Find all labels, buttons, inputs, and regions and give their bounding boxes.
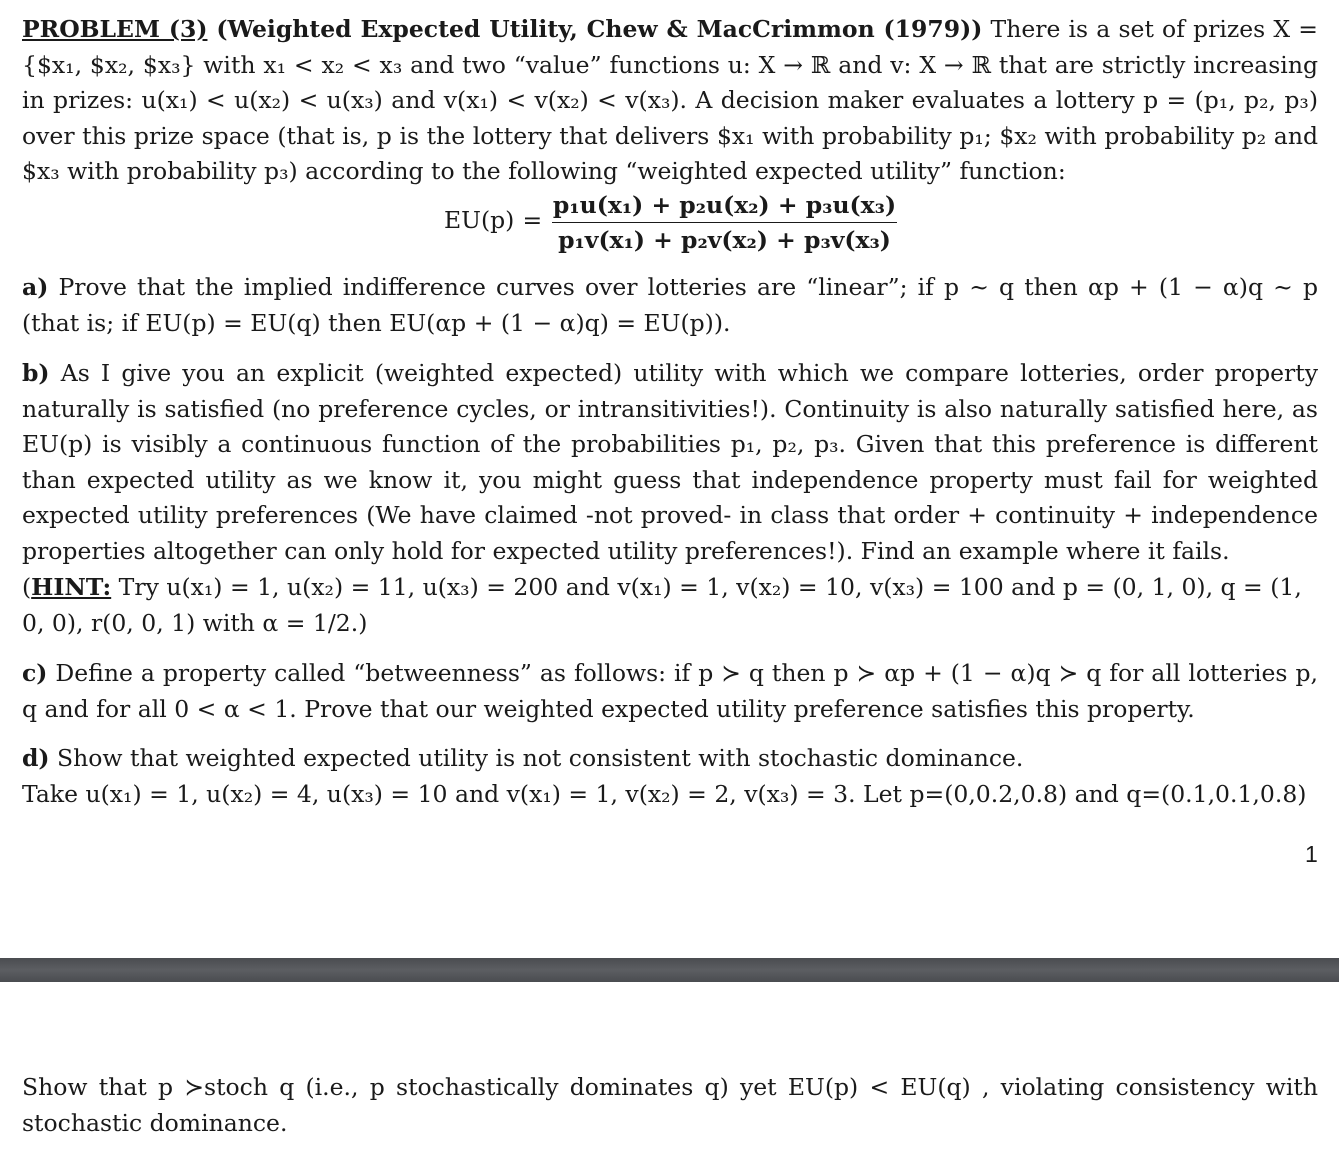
part-d-label: d)	[22, 744, 50, 772]
document-page-2	[0, 982, 1339, 1150]
part-c-text: Define a property called “betweenness” as follows: if p ≻ q then p ≻ αp + (1 − α)q ≻ q for all lotteries p, q and for all 0 < α < 1. Prove that our weighted expected utility preference satisfies this property.	[22, 659, 1318, 723]
formula-lhs: EU(p)	[444, 206, 515, 234]
fraction-bar	[552, 222, 897, 223]
problem-intro-body: There is a set of prizes X = {$x₁, $x₂, $x₃} with x₁ < x₂ < x₃ and two “value” functions u: X → ℝ and v: X → ℝ that are strictly increasing in prizes: u(x₁) < u(x₂) < u(x₃) and v(x₁) < v(x₂) < v(x₃). A decision maker evaluates a lottery p = (p₁, p₂, p₃) over this prize space (that is, p is the lottery that delivers $x₁ with probability p₁; $x₂ with probability p₂ and $x₃ with probability p₃) according to the following “weighted expected utility” function:	[22, 15, 1318, 186]
problem-intro	[22, 12, 1318, 190]
part-b	[22, 356, 1318, 570]
page-number: 1	[1305, 841, 1318, 867]
page-separator	[0, 958, 1339, 982]
part-d-continued: Show that p ≻stoch q (i.e., p stochastically dominates q) yet EU(p) < EU(q) , violating consistency with stochastic dominance.	[22, 1073, 1318, 1137]
hint-text: Try u(x₁) = 1, u(x₂) = 11, u(x₃) = 200 and v(x₁) = 1, v(x₂) = 10, v(x₃) = 100 and p = (0, 1, 0), q = (1, 0, 0), r(0, 0, 1) with α = 1/2.)	[22, 573, 1302, 637]
part-c-label: c)	[22, 659, 48, 687]
part-a	[22, 270, 1318, 341]
part-d	[22, 741, 1318, 777]
part-a-text: Prove that the implied indifference curves over lotteries are “linear”; if p ~ q then αp + (1 − α)q ~ p (that is; if EU(p) = EU(q) then EU(αp + (1 − α)q) = EU(p)).	[22, 273, 1318, 337]
weighted-eu-formula	[0, 190, 1339, 260]
formula-fraction	[552, 190, 897, 255]
formula-equals: =	[522, 206, 543, 234]
problem-title: PROBLEM (3)	[22, 15, 208, 43]
hint-label: HINT:	[31, 573, 112, 601]
part-d-text: Show that weighted expected utility is not consistent with stochastic dominance.	[57, 744, 1024, 772]
part-b-hint: (HINT: Try u(x₁) = 1, u(x₂) = 11, u(x₃) = 200 and v(x₁) = 1, v(x₂) = 10, v(x₃) = 100 and p = (0, 1, 0), q = (1, 0, 0), r(0, 0, 1) with α = 1/2.)	[22, 573, 1302, 637]
part-a-label: a)	[22, 273, 49, 301]
part-d-take: Take u(x₁) = 1, u(x₂) = 4, u(x₃) = 10 and v(x₁) = 1, v(x₂) = 2, v(x₃) = 3. Let p=(0,0.2,0.8) and q=(0.1,0.1,0.8)	[22, 780, 1307, 808]
part-b-label: b)	[22, 359, 50, 387]
problem-subtitle: (Weighted Expected Utility, Chew & MacCrimmon (1979))	[216, 15, 983, 43]
formula-numerator: p₁u(x₁) + p₂u(x₂) + p₃u(x₃)	[552, 191, 897, 219]
formula-denominator: p₁v(x₁) + p₂v(x₂) + p₃v(x₃)	[558, 226, 891, 254]
part-b-text: As I give you an explicit (weighted expected) utility with which we compare lotteries, order property naturally is satisfied (no preference cycles, or intransitivities!). Continuity is also naturally satisfied here, as EU(p) is visibly a continuous function of the probabilities p₁, p₂, p₃. Given that this preference is different than expected utility as we know it, you might guess that independence property must fail for weighted expected utility preferences (We have claimed -not proved- in class that order + continuity + independence properties altogether can only hold for expected utility preferences!). Find an example where it fails.	[22, 359, 1318, 565]
part-c	[22, 656, 1318, 727]
